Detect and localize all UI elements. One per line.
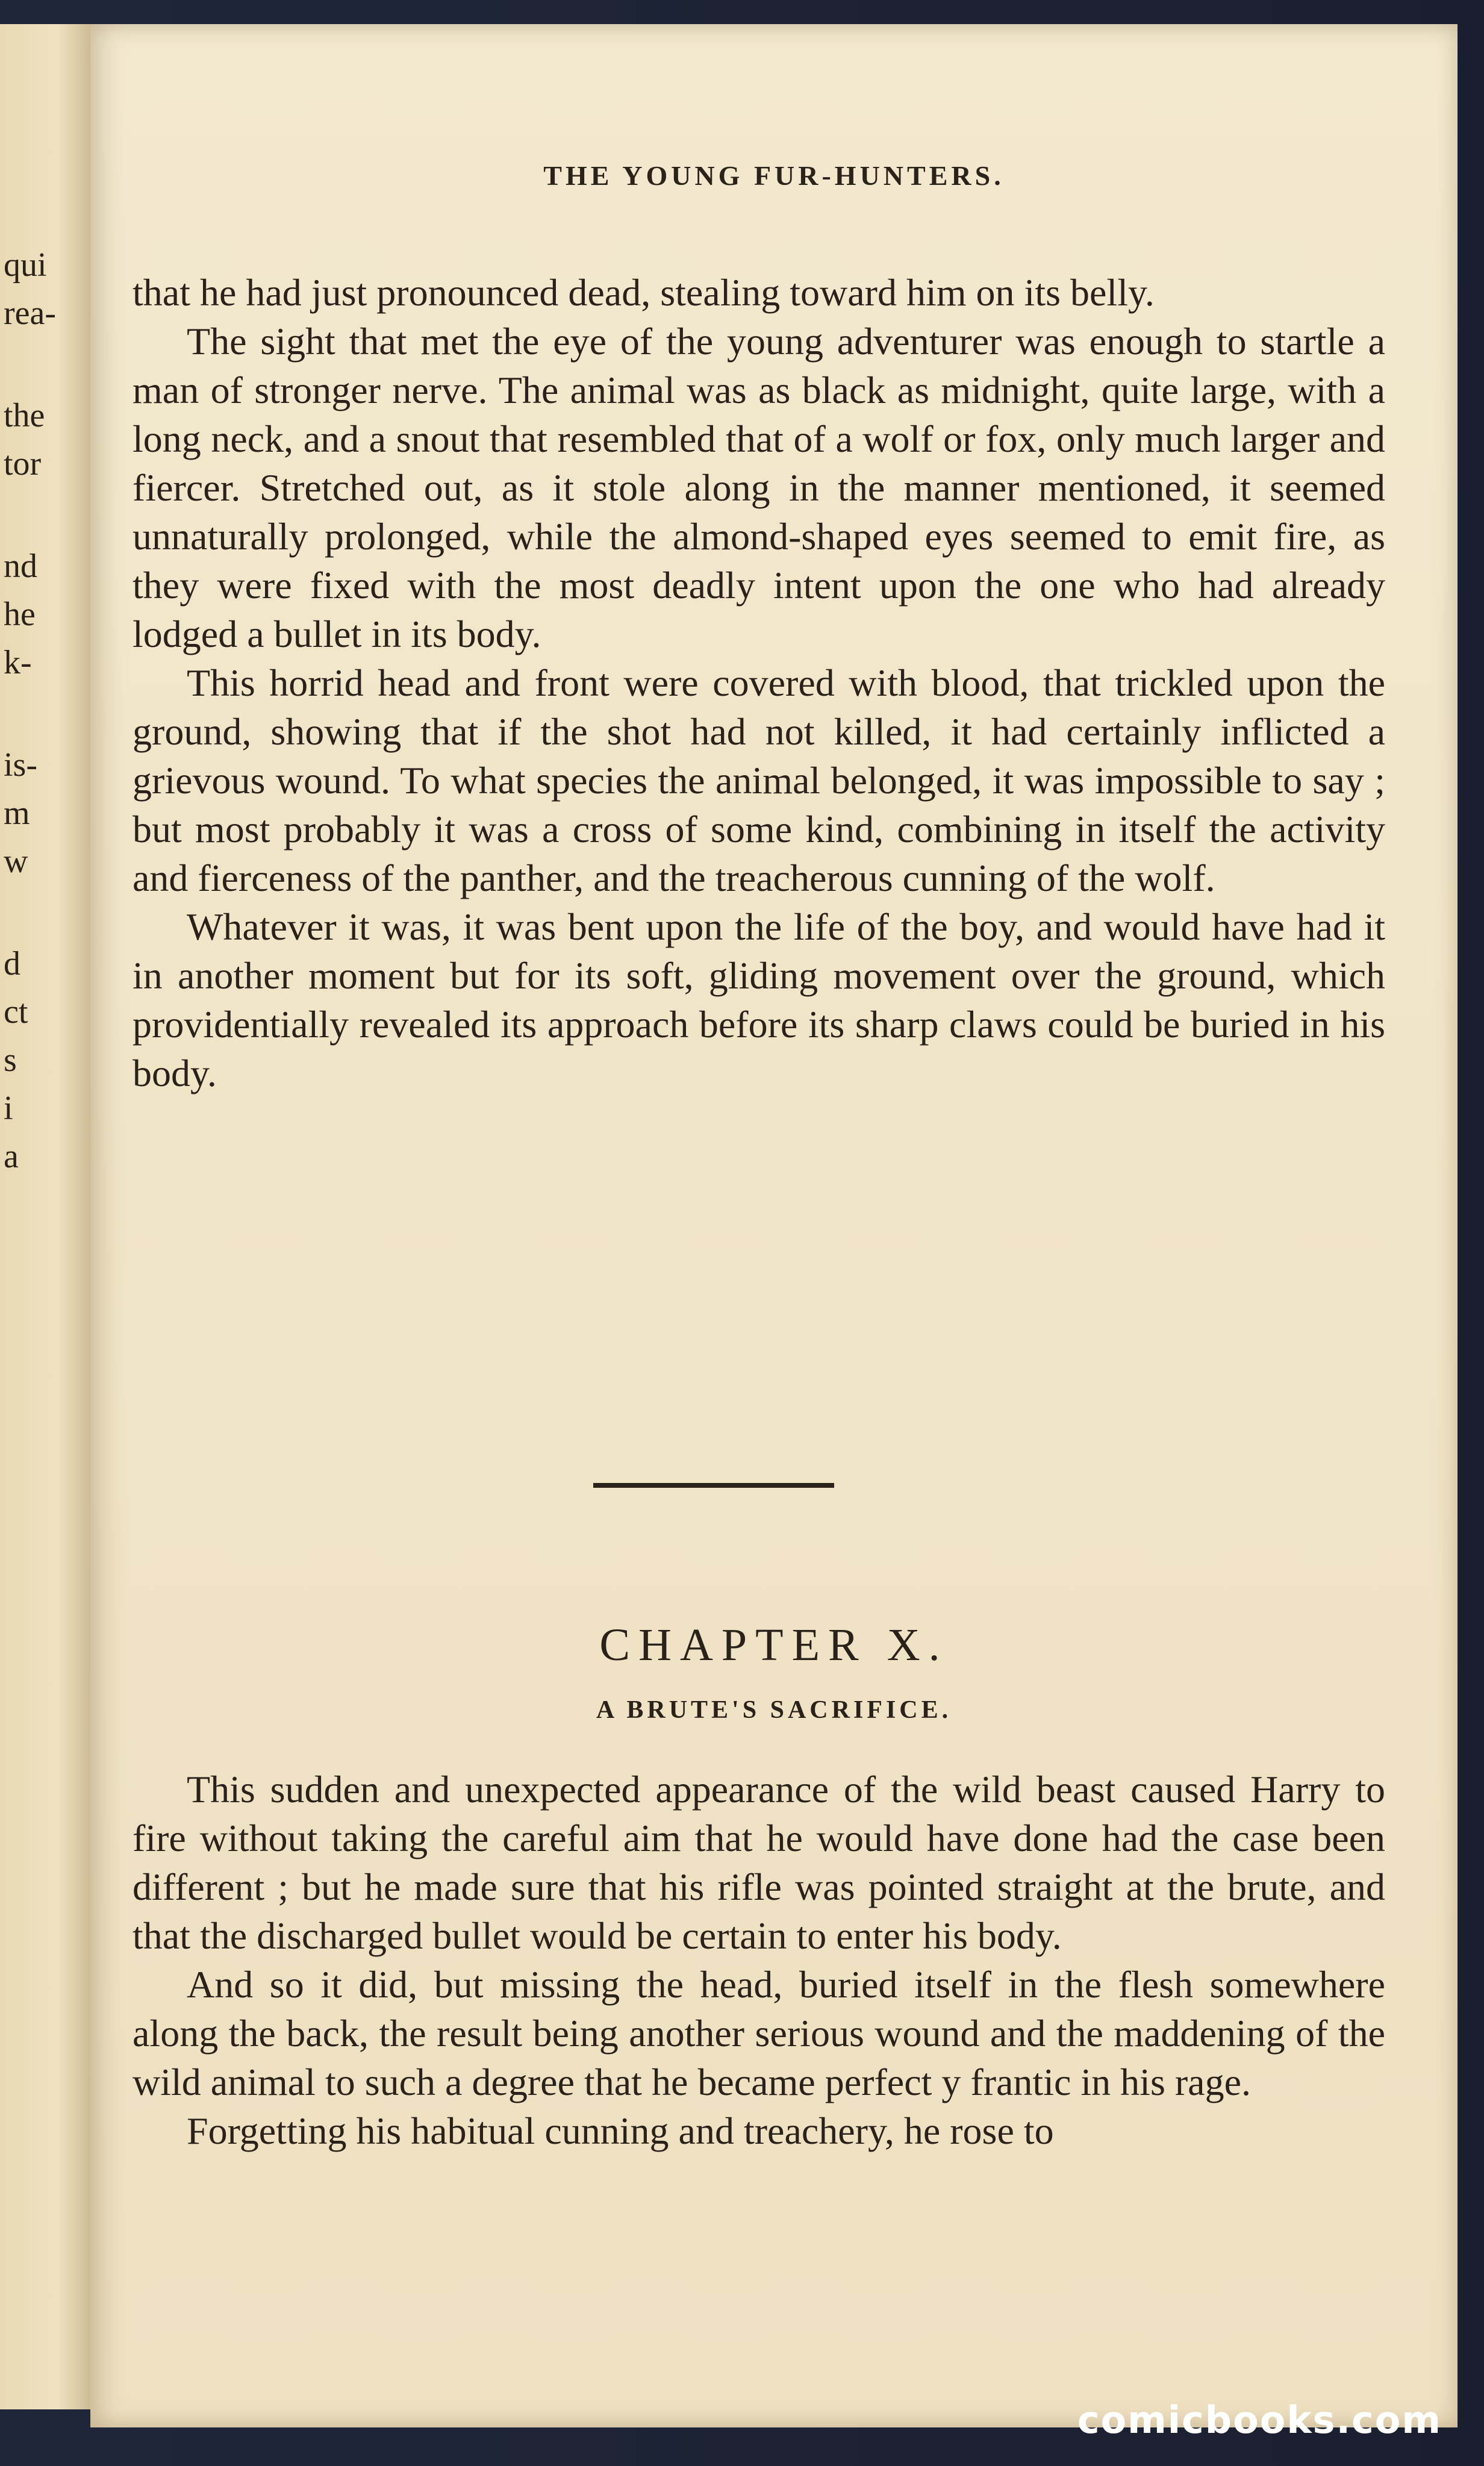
left-page-fragment: k- bbox=[4, 644, 32, 681]
left-page-fragment: a bbox=[4, 1138, 19, 1175]
paragraph: This sudden and unexpected appearance of the wild beast caused Harry to fire without taking the careful aim that he would have done had the case been different ; but he made sure that his rifle was pointed straight at the brute, and that the discharged bullet would be certain to enter his body. bbox=[132, 1768, 1385, 1957]
left-page-fragment: he bbox=[4, 596, 36, 633]
left-page-fragment: the bbox=[4, 397, 45, 434]
left-page-edge bbox=[0, 24, 100, 2409]
left-page-fragment: ct bbox=[4, 993, 28, 1031]
left-page-fragment: w bbox=[4, 843, 28, 880]
chapter-title: CHAPTER X. bbox=[599, 1620, 949, 1670]
paragraph: The sight that met the eye of the young adventurer was enough to startle a man of stronger nerve. The animal was as black as midnight, quite large, with a long neck, and a snout that resembled that of a wolf or fox, only much larger and fiercer. Stretched out, as it stole along in the manner mentioned, it seemed unnaturally prolonged, while the almond-shaped eyes seemed to emit fire, as they were fixed with the most deadly intent upon the one who had already lodged a bullet in its body. bbox=[132, 320, 1385, 655]
left-page-fragment: d bbox=[4, 945, 20, 982]
body-text-bottom bbox=[132, 1765, 1385, 2155]
left-page-fragment: rea- bbox=[4, 295, 57, 332]
left-page-fragment: nd bbox=[4, 548, 37, 585]
running-head: THE YOUNG FUR-HUNTERS. bbox=[543, 160, 1005, 191]
watermark: comicbooks.com bbox=[1077, 2398, 1442, 2442]
chapter-subtitle: A BRUTE'S SACRIFICE. bbox=[596, 1696, 952, 1724]
paragraph: And so it did, but missing the head, buried itself in the flesh somewhere along the back, the result being another serious wound and the maddening of the wild animal to such a degree that he became perfect y frantic in his rage. bbox=[132, 1963, 1385, 2103]
book-page bbox=[90, 24, 1458, 2427]
left-page-fragment: is- bbox=[4, 746, 37, 784]
left-page-fragment: tor bbox=[4, 445, 42, 482]
left-page-fragment: qui bbox=[4, 246, 47, 284]
paragraph: Whatever it was, it was bent upon the life of the boy, and would have had it in another moment but for its soft, gliding movement over the ground, which providentially revealed its approach before its sharp claws could be buried in his body. bbox=[132, 905, 1385, 1094]
left-page-fragment: s bbox=[4, 1041, 17, 1079]
paragraph: This horrid head and front were covered with blood, that trickled upon the ground, showing that if the shot had not killed, it had certainly inflicted a grievous wound. To what species the animal belonged, it was impossible to say ; but most probably it was a cross of some kind, combining in itself the activity and fierceness of the panther, and the treacherous cunning of the wolf. bbox=[132, 661, 1385, 899]
paragraph: that he had just pronounced dead, stealing toward him on its belly. bbox=[132, 271, 1155, 314]
left-page-fragment: i bbox=[4, 1090, 13, 1127]
paragraph: Forgetting his habitual cunning and treachery, he rose to bbox=[187, 2109, 1054, 2152]
left-page-fragment: m bbox=[4, 794, 30, 832]
section-rule bbox=[593, 1483, 834, 1488]
body-text-top bbox=[132, 268, 1385, 1097]
